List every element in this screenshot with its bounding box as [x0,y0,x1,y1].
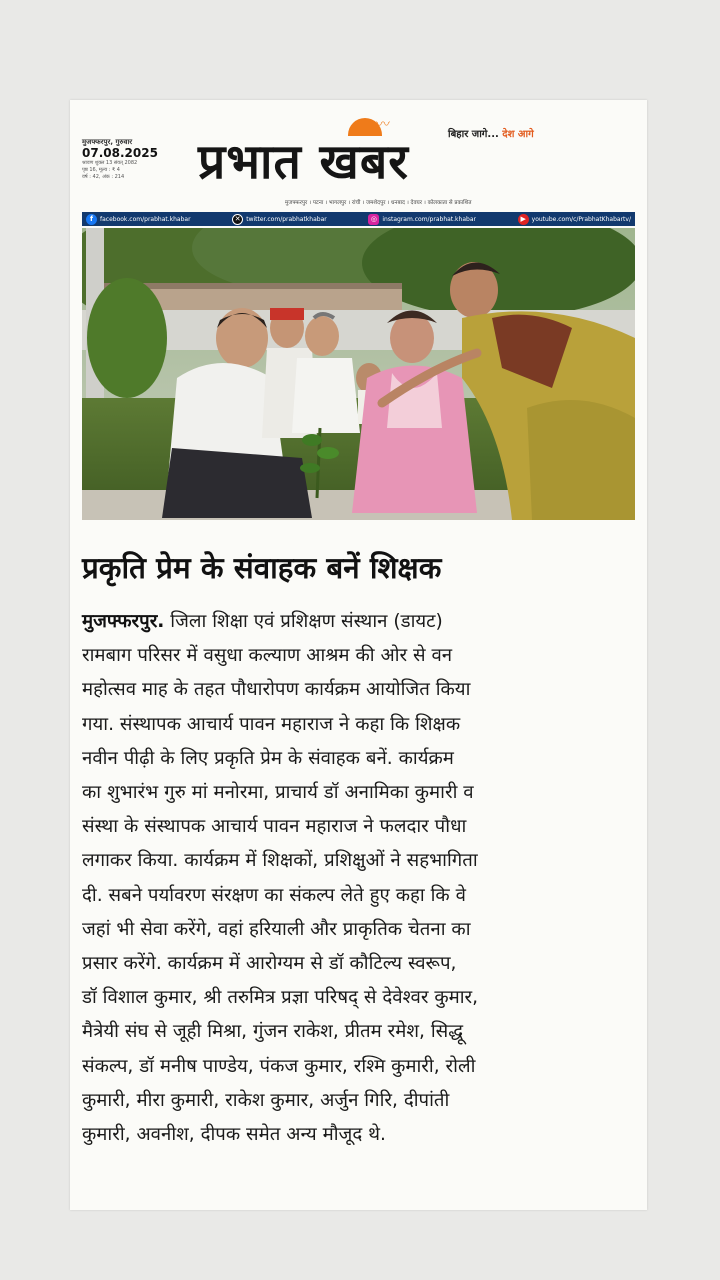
facebook-icon: f [86,214,97,225]
article-line: मैत्रेयी संघ से जूही मिश्रा, गुंजन राकेश, प्रीतम रमेश, सिद्धू [82,1021,464,1043]
instagram-icon: ◎ [368,214,379,225]
newspaper-clipping [70,100,647,1210]
article-line: गया. संस्थापक आचार्य पावन महाराज ने कहा कि शिक्षक [82,713,461,735]
article-line: संकल्प, डॉ मनीष पाण्डेय, पंकज कुमार, रश्मि कुमारी, रोली [82,1055,476,1077]
article-line: नवीन पीढ़ी के लिए प्रकृति प्रेम के संवाहक बनें. कार्यक्रम [82,747,454,769]
article-line: प्रसार करेंगे. कार्यक्रम में आरोग्यम से डॉ कौटिल्य स्वरूप, [82,953,457,975]
meta-line: श्रावण शुक्ल 13 संवत् 2082 [82,160,138,166]
article-line: कुमारी, मीरा कुमारी, राकेश कुमार, अर्जुन गिरि, दीपांती [82,1089,450,1111]
social-youtube[interactable] [518,214,631,225]
meta-line: वर्ष : 42, अंक : 214 [82,174,125,180]
article-line: जहां भी सेवा करेंगे, वहां हरियाली और प्राकृतिक चेतना का [82,918,471,940]
editions-line: मुजफ्फरपुर । पटना । भागलपुर । रांची । जमशेदपुर । धनबाद । देवघर । कोलकाता से प्रकाशित [285,200,472,206]
issue-date: 07.08.2025 [82,146,158,160]
article-line [82,605,638,639]
article-line: दी. सबने पर्यावरण संरक्षण का संकल्प लेते हुए कहा कि वे [82,884,466,906]
article-body [82,605,638,1152]
social-link-text: instagram.com/prabhat.khabar [382,215,476,223]
article-line-text: जिला शिक्षा एवं प्रशिक्षण संस्थान (डायट) [164,611,443,632]
tagline [448,126,534,140]
article-line: लगाकर किया. कार्यक्रम में शिक्षकों, प्रशिक्षुओं ने सहभागिता [82,850,478,872]
news-photo [82,228,635,520]
youtube-icon: ▶ [518,214,529,225]
article-line: महोत्सव माह के तहत पौधारोपण कार्यक्रम आयोजित किया [82,679,471,701]
social-facebook[interactable] [86,214,191,225]
x-icon: ✕ [232,214,243,225]
social-link-text: twitter.com/prabhatkhabar [246,215,327,223]
newspaper-logo: प्रभात खबर [198,134,409,190]
social-twitter[interactable] [232,214,326,225]
article-line: डॉ विशाल कुमार, श्री तरुमित्र प्रज्ञा परिषद् से देवेश्वर कुमार, [82,987,479,1009]
city-day: मुजफ्फरपुर, गुरुवार [82,138,133,146]
article-dateline: मुजफ्फरपुर. [82,611,165,632]
meta-line: पृष्ठ 16, मूल्य : ₹ 4 [82,167,120,173]
bird-logo-icon: 〰 [376,117,390,133]
masthead-info [82,138,192,181]
social-link-text: facebook.com/prabhat.khabar [100,215,191,223]
article-line: कुमारी, अवनीश, दीपक समेत अन्य मौजूद थे. [82,1124,386,1146]
article-line: का शुभारंभ गुरु मां मनोरमा, प्राचार्य डॉ अनामिका कुमारी व [82,782,474,804]
plantation-photo-illustration [82,228,635,520]
social-bar [82,212,635,226]
article-line: रामबाग परिसर में वसुधा कल्याण आश्रम की ओर से वन [82,645,453,667]
social-link-text: youtube.com/c/PrabhatKhabartv/ [531,215,631,223]
article-line: संस्था के संस्थापक आचार्य पावन महाराज ने फलदार पौधा [82,816,467,838]
social-instagram[interactable] [368,214,476,225]
tagline-start: बिहार जागे... [448,129,499,140]
tagline-accent: देश आगे [502,129,534,140]
article-headline: प्रकृति प्रेम के संवाहक बनें शिक्षक [82,551,442,585]
